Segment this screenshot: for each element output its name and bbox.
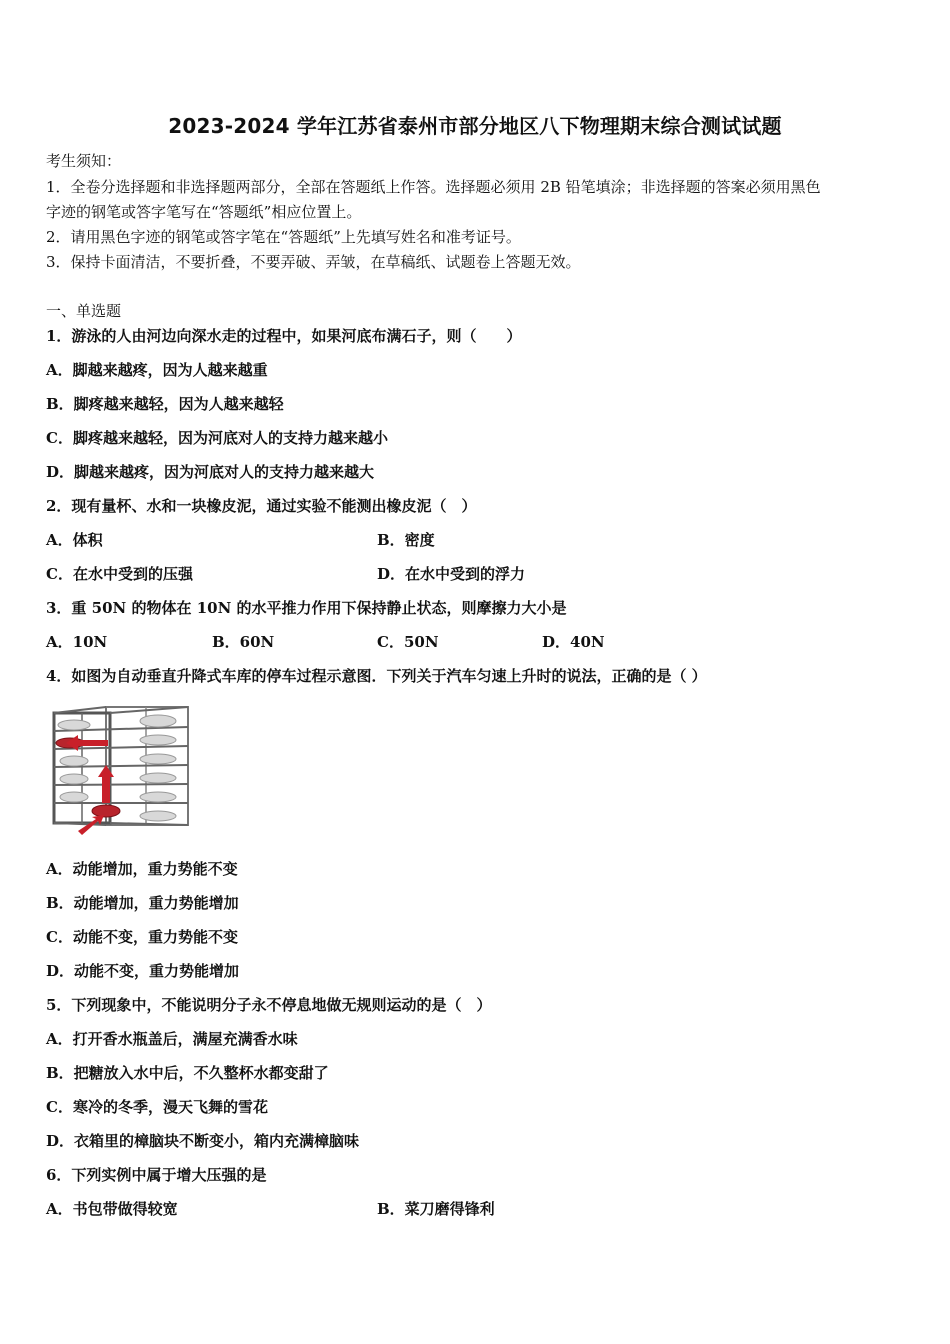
option: A．书包带做得较宽 bbox=[46, 1200, 178, 1218]
option: B．把糖放入水中后，不久整杯水都变甜了 bbox=[46, 1064, 329, 1082]
notice-heading: 考生须知： bbox=[46, 152, 122, 170]
garage-illustration-icon bbox=[46, 699, 196, 841]
option: C．寒冷的冬季，漫天飞舞的雪花 bbox=[46, 1098, 268, 1116]
option: A．脚越来越疼，因为人越来越重 bbox=[46, 361, 268, 379]
notice-item: 1．全卷分选择题和非选择题两部分，全部在答题纸上作答。选择题必须用 2B 铅笔填涂；非选择题的答案必须用黑色 bbox=[46, 178, 821, 196]
option: D．衣箱里的樟脑块不断变小，箱内充满樟脑味 bbox=[46, 1132, 360, 1150]
notice-item: 2．请用黑色字迹的钢笔或答字笔在“答题纸”上先填写姓名和准考证号。 bbox=[46, 228, 521, 246]
option: B．动能增加，重力势能增加 bbox=[46, 894, 239, 912]
notice-item: 字迹的钢笔或答字笔写在“答题纸”相应位置上。 bbox=[46, 203, 362, 221]
notice-item: 3．保持卡面清洁，不要折叠，不要弄破、弄皱，在草稿纸、试题卷上答题无效。 bbox=[46, 253, 581, 271]
page-title: 2023-2024 学年江苏省泰州市部分地区八下物理期末综合测试试题 bbox=[168, 114, 782, 138]
option: A．体积 bbox=[46, 531, 103, 549]
option: B．密度 bbox=[377, 531, 435, 549]
option: A．10N bbox=[46, 633, 108, 651]
question-stem: 2．现有量杯、水和一块橡皮泥，通过实验不能测出橡皮泥（ ） bbox=[46, 497, 477, 515]
parking-garage-figure bbox=[46, 699, 196, 841]
option: C．在水中受到的压强 bbox=[46, 565, 193, 583]
option: A．动能增加，重力势能不变 bbox=[46, 860, 238, 878]
question-stem: 1．游泳的人由河边向深水走的过程中，如果河底布满石子，则（ ） bbox=[46, 327, 522, 345]
option: D．在水中受到的浮力 bbox=[377, 565, 526, 583]
option: B．菜刀磨得锋利 bbox=[377, 1200, 495, 1218]
option: D．40N bbox=[542, 633, 605, 651]
option: D．动能不变，重力势能增加 bbox=[46, 962, 240, 980]
option: C．脚疼越来越轻，因为河底对人的支持力越来越小 bbox=[46, 429, 388, 447]
option: C．50N bbox=[377, 633, 439, 651]
option: C．动能不变，重力势能不变 bbox=[46, 928, 238, 946]
question-stem: 5．下列现象中，不能说明分子永不停息地做无规则运动的是（ ） bbox=[46, 996, 492, 1014]
question-stem: 3．重 50N 的物体在 10N 的水平推力作用下保持静止状态，则摩擦力大小是 bbox=[46, 599, 567, 617]
option: A．打开香水瓶盖后，满屋充满香水味 bbox=[46, 1030, 298, 1048]
question-stem: 6．下列实例中属于增大压强的是 bbox=[46, 1166, 267, 1184]
option: D．脚越来越疼，因为河底对人的支持力越来越大 bbox=[46, 463, 375, 481]
question-stem: 4．如图为自动垂直升降式车库的停车过程示意图．下列关于汽车匀速上升时的说法，正确的是（ ） bbox=[46, 667, 707, 685]
option: B．脚疼越来越轻，因为人越来越轻 bbox=[46, 395, 284, 413]
section-heading: 一、单选题 bbox=[46, 302, 122, 320]
option: B．60N bbox=[212, 633, 275, 651]
